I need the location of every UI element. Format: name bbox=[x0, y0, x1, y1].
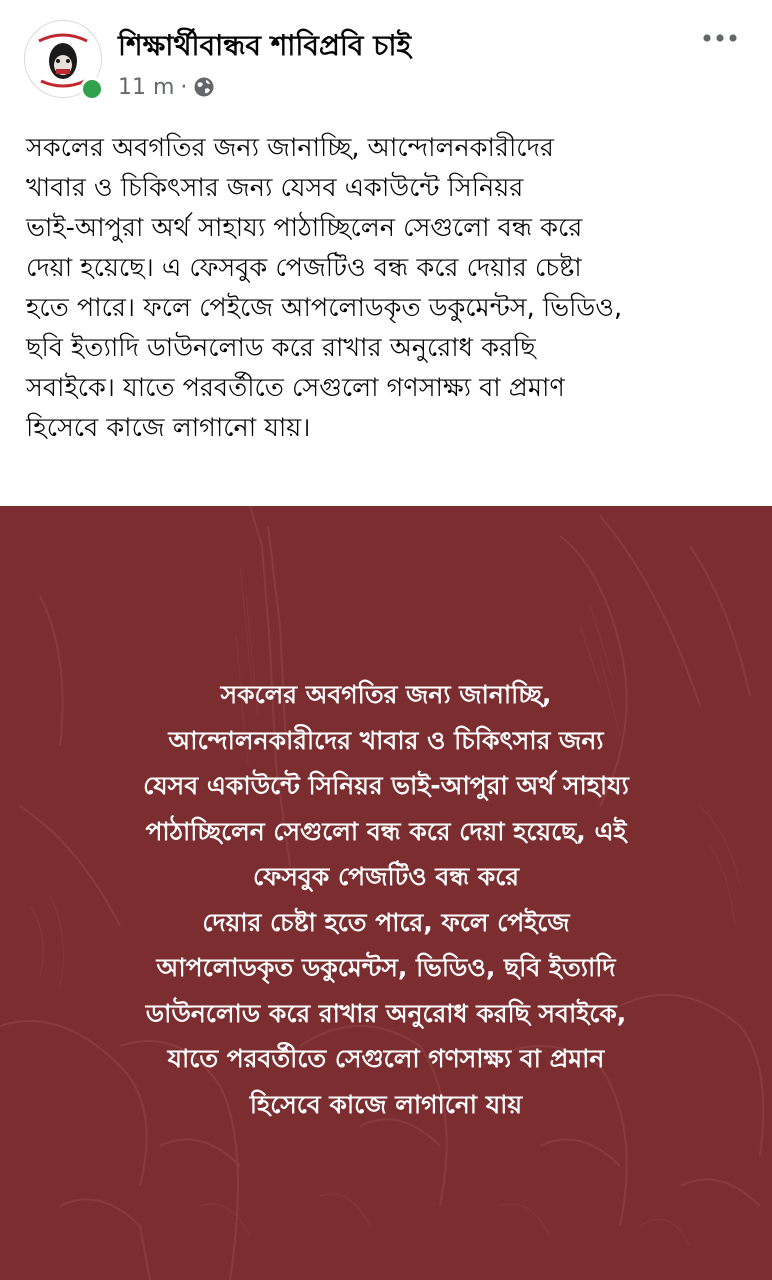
post-timestamp[interactable]: 11 m bbox=[118, 74, 175, 100]
post-text-line: ভাই-আপুরা অর্থ সাহায্য পাঠাচ্ছিলেন সেগুলো বন্ধ করে bbox=[26, 213, 583, 243]
image-text-line: সকলের অবগতির জন্য জানাচ্ছি, bbox=[220, 680, 552, 709]
image-text-line: আন্দোলনকারীদের খাবার ও চিকিৎসার জন্য bbox=[168, 725, 604, 755]
post-text-line: সবাইকে। যাতে পরবর্তীতে সেগুলো গণসাক্ষ্য বা প্রমাণ bbox=[26, 373, 565, 403]
more-options-icon bbox=[702, 33, 738, 43]
post-text-line: দেয়া হয়েছে। এ ফেসবুক পেজটিও বন্ধ করে দেয়ার চেষ্টা bbox=[26, 253, 582, 283]
image-text-line: হিসেবে কাজে লাগানো যায় bbox=[249, 1089, 523, 1119]
post-header bbox=[0, 0, 772, 110]
post-text-line: ছবি ইত্যাদি ডাউনলোড করে রাখার অনুরোধ করছি bbox=[26, 333, 536, 363]
image-text-line: যাতে পরবর্তীতে সেগুলো গণসাক্ষ্য বা প্রমান bbox=[167, 1044, 605, 1073]
image-text-line: যেসব একাউন্টে সিনিয়র ভাই-আপুরা অর্থ সাহায্য bbox=[143, 771, 629, 800]
globe-icon[interactable] bbox=[193, 76, 215, 98]
image-text-line: দেয়ার চেষ্টা হতে পারে, ফলে পেইজে bbox=[202, 907, 570, 937]
post-text-line: সকলের অবগতির জন্য জানাচ্ছি, আন্দোলনকারীদের bbox=[26, 133, 554, 163]
post-meta bbox=[118, 72, 215, 102]
image-text-line: ডাউনলোড করে রাখার অনুরোধ করছি সবাইকে, bbox=[145, 998, 627, 1028]
page-name-link[interactable]: শিক্ষার্থীবান্ধব শাবিপ্রবি চাই bbox=[118, 29, 412, 62]
image-text-line: আপলোডকৃত ডকুমেন্টস, ভিডিও, ছবি ইত্যাদি bbox=[156, 953, 616, 982]
post-image[interactable] bbox=[0, 506, 772, 1280]
more-options-button[interactable] bbox=[696, 22, 744, 54]
image-text-line: পাঠাচ্ছিলেন সেগুলো বন্ধ করে দেয়া হয়েছে, এই bbox=[145, 816, 627, 846]
online-status-dot bbox=[80, 77, 104, 101]
post-body-text bbox=[26, 128, 756, 448]
image-overlay-text bbox=[30, 672, 742, 1127]
meta-separator: · bbox=[180, 74, 188, 100]
post-text-line: হিসেবে কাজে লাগানো যায়। bbox=[26, 413, 311, 443]
post-text-line: হতে পারে। ফলে পেইজে আপলোডকৃত ডকুমেন্টস, ভিডিও, bbox=[26, 293, 623, 323]
image-text-line: ফেসবুক পেজটিও বন্ধ করে bbox=[252, 862, 520, 891]
post-text-line: খাবার ও চিকিৎসার জন্য যেসব একাউন্টে সিনিয়র bbox=[26, 173, 524, 203]
